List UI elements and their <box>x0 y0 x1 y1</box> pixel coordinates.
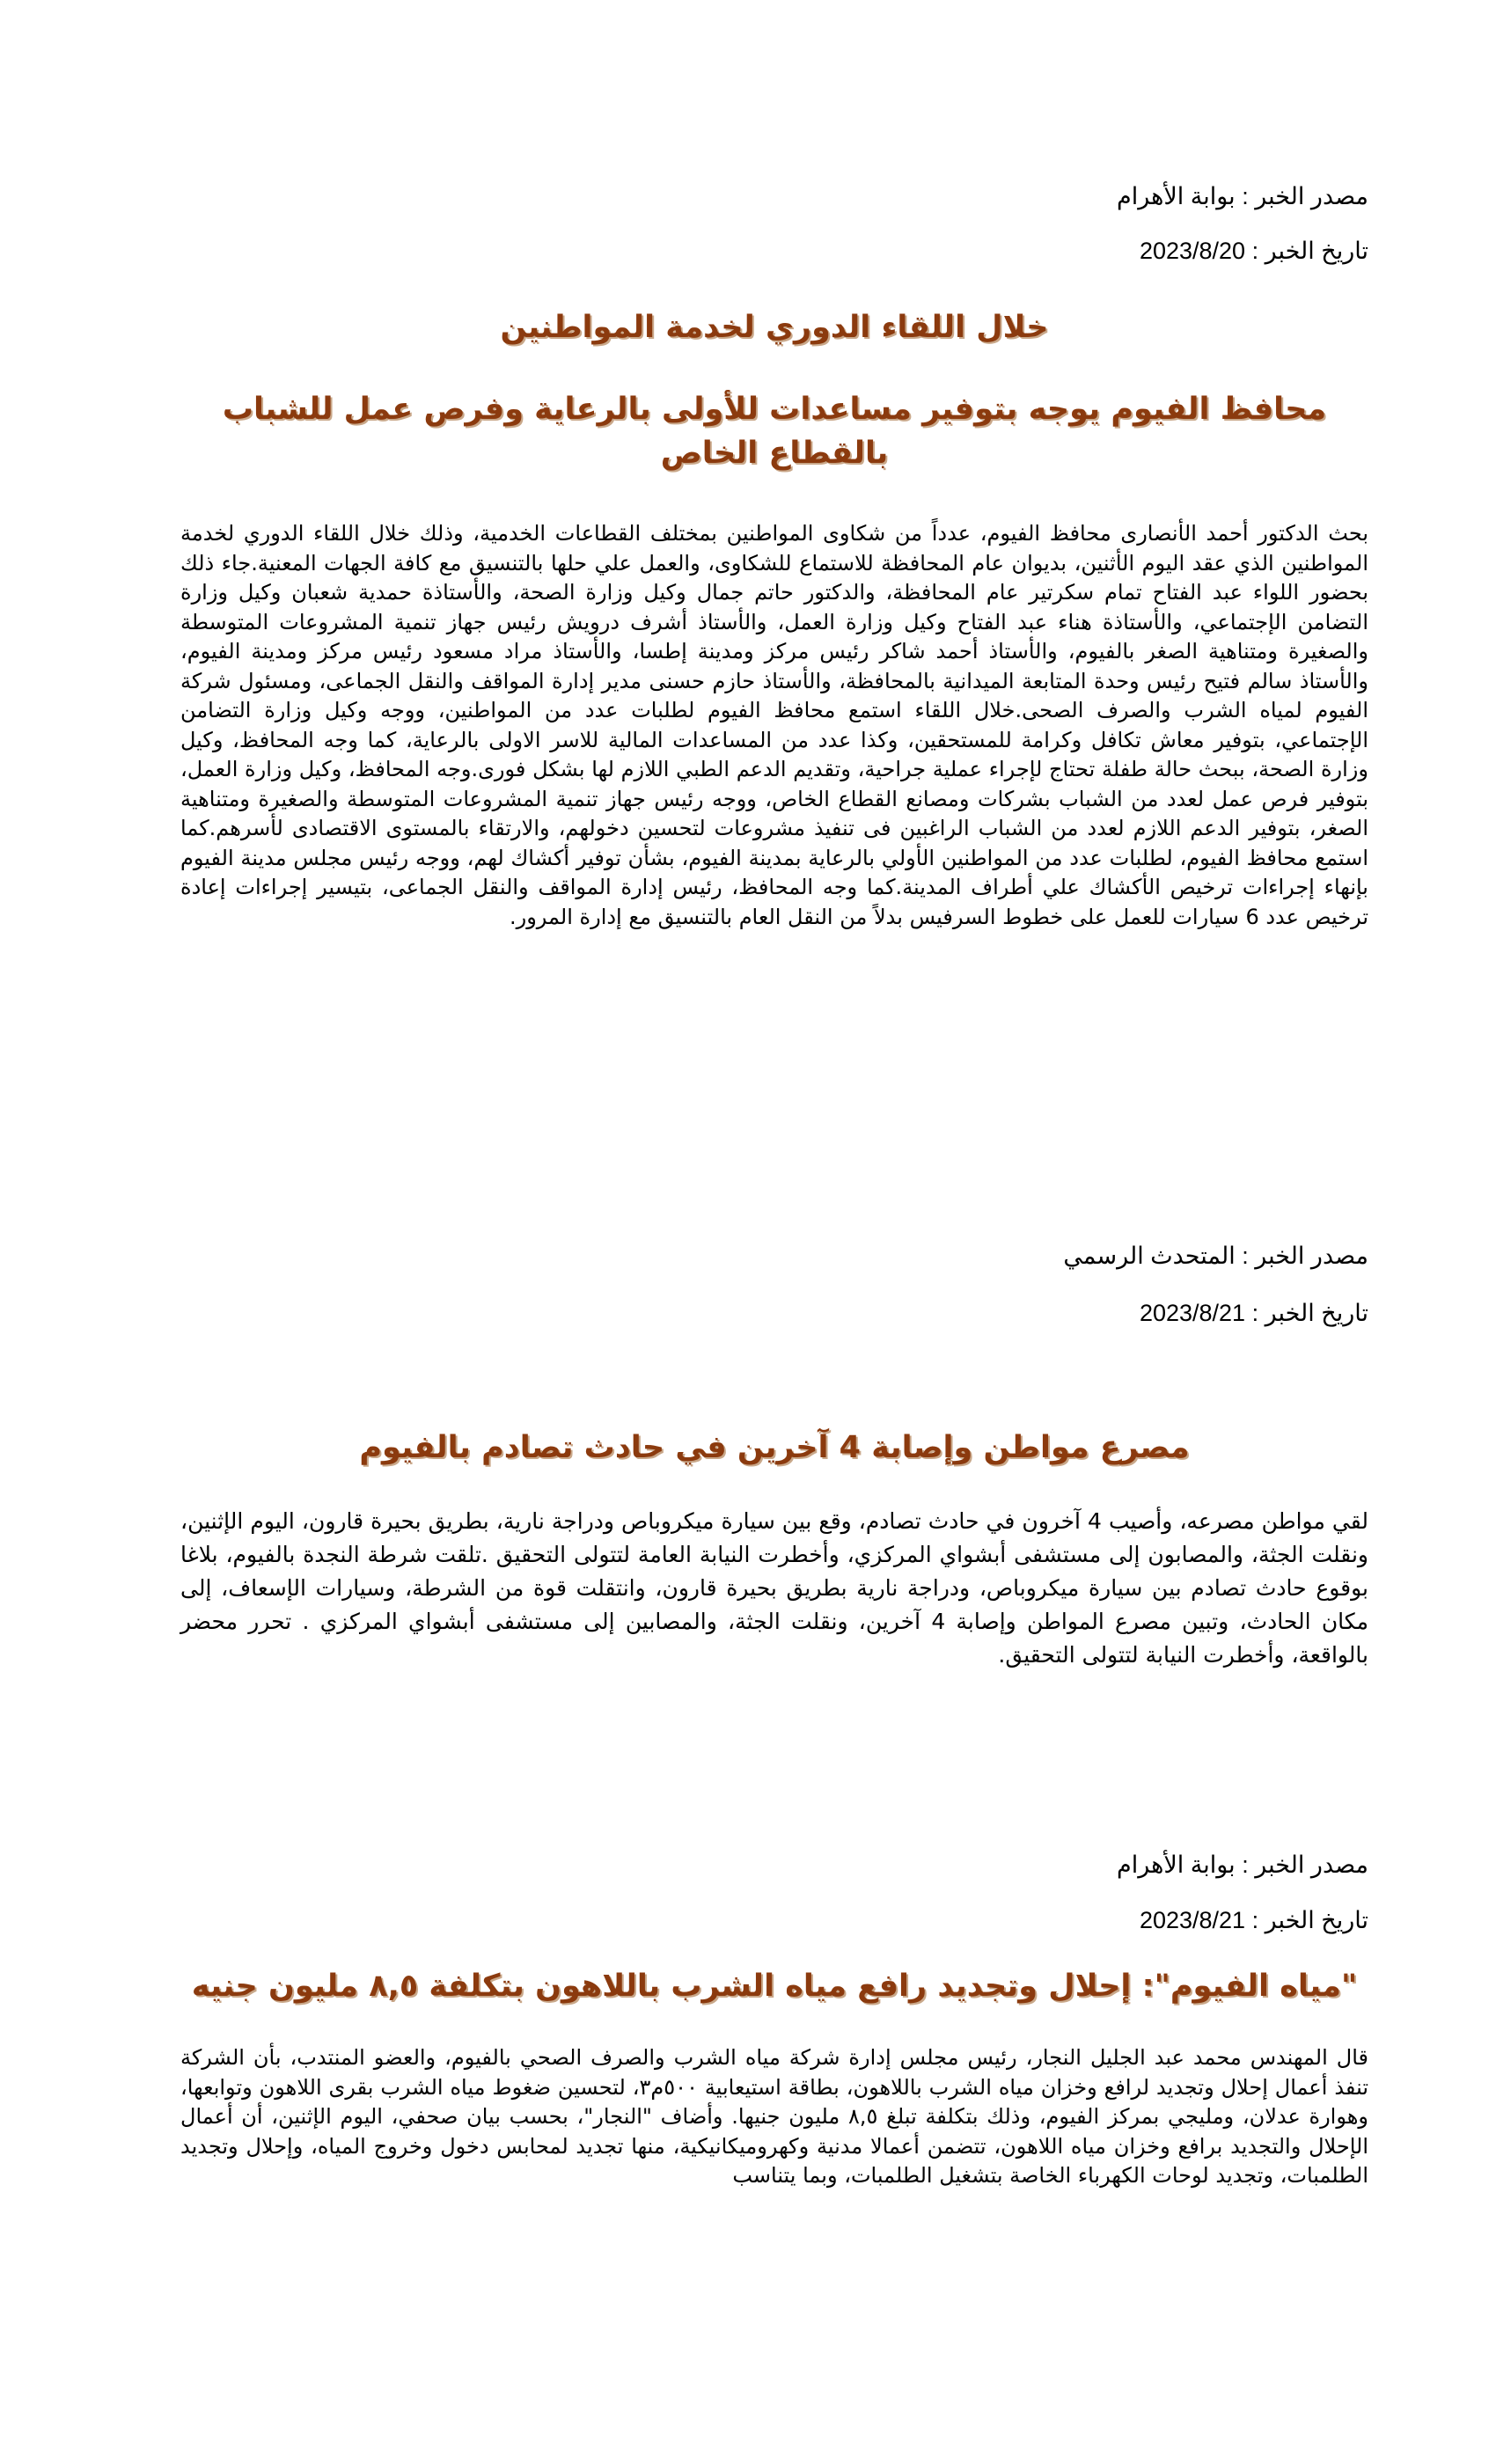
news-date-line: تاريخ الخبر : 2023/8/21 <box>1139 1300 1368 1326</box>
article-body: لقي مواطن مصرعه، وأصيب 4 آخرون في حادث تصادم، وقع بين سيارة ميكروباص ودراجة نارية، بطريق بحيرة قارون، اليوم الإثنين، ونقلت الجثة، والمصابون إلى مستشفى أبشواي المركزي، وأخطرت النيابة العامة لتتولى التحقيق .تلقت شرطة النجدة بالفيوم، بلاغا بوقوع حادث تصادم بين سيارة ميكروباص، ودراجة نارية بطريق بحيرة قارون، وانتقلت قوة من الشرطة، وسيارات الإسعاف، إلى مكان الحادث، وتبين مصرع المواطن وإصابة 4 آخرين، ونقلت الجثة، والمصابين إلى مستشفى أبشواي المركزي . تحرر محضر بالواقعة، وأخطرت النيابة لتتولى التحقيق. <box>180 1508 1368 1668</box>
news-source-line: مصدر الخبر : بوابة الأهرام <box>1116 183 1368 209</box>
news-source-line: مصدر الخبر : بوابة الأهرام <box>1116 1852 1368 1878</box>
news-date-line: تاريخ الخبر : 2023/8/20 <box>1139 238 1368 264</box>
news-source-line: مصدر الخبر : المتحدث الرسمي <box>1063 1243 1368 1269</box>
article-subheadline: خلال اللقاء الدوري لخدمة المواطنين <box>500 310 1049 345</box>
news-date-line: تاريخ الخبر : 2023/8/21 <box>1139 1907 1368 1933</box>
article-headline: محافظ الفيوم يوجه بتوفير مساعدات للأولى بالرعاية وفرص عمل للشباب بالقطاع الخاص <box>222 392 1327 471</box>
article-body: قال المهندس محمد عبد الجليل النجار، رئيس مجلس إدارة شركة مياه الشرب والصرف الصحي بالفيوم، والعضو المنتدب، بأن الشركة تنفذ أعمال إحلال وتجديد لرافع وخزان مياه الشرب باللاهون، بطاقة استيعابية ٥٠٠م٣، لتحسين ضغوط مياه الشرب بقرى اللاهون وتوابعها، وهوارة عدلان، ومليجي بمركز الفيوم، وذلك بتكلفة تبلغ ٨,٥ مليون جنيها. وأضاف "النجار"، بحسب بيان صحفي، اليوم الإثنين، أن أعمال الإحلال والتجديد برافع وخزان مياه اللاهون، تتضمن أعمالا مدنية وكهروميكانيكية، منها تجديد لمحابس دخول وخروج المياه، وإحلال وتجديد الطلمبات، وتجديد لوحات الكهرباء الخاصة بتشغيل الطلمبات، وبما يتناسب <box>180 2045 1368 2188</box>
article-headline: مصرع مواطن وإصابة 4 آخرين في حادث تصادم بالفيوم <box>359 1430 1190 1465</box>
article-body: بحث الدكتور أحمد الأنصارى محافظ الفيوم، عدداً من شكاوى المواطنين بمختلف القطاعات الخدمية، وذلك خلال اللقاء الدوري لخدمة المواطنين الذي عقد اليوم الأثنين، بديوان عام المحافظة للاستماع للشكاوى، والعمل علي حلها بالتنسيق مع كافة الجهات المعنية.جاء ذلك بحضور اللواء عبد الفتاح تمام سكرتير عام المحافظة، والدكتور حاتم جمال وكيل وزارة الصحة، والأستاذة حمدية شعبان وكيل وزارة التضامن الإجتماعي، والأستاذة هناء عبد الفتاح وكيل وزارة العمل، والأستاذ أشرف درويش رئيس جهاز تنمية المشروعات المتوسطة والصغيرة ومتناهية الصغر بالفيوم، والأستاذ أحمد شاكر رئيس مركز ومدينة إطسا، والأستاذ مراد مسعود رئيس مركز ومدينة الفيوم، والأستاذ سالم فتيح رئيس وحدة المتابعة الميدانية بالمحافظة، والأستاذ حازم حسنى مدير إدارة المواقف والنقل الجماعى، ومسئول شركة الفيوم لمياه الشرب والصرف الصحى.خلال اللقاء استمع محافظ الفيوم لطلبات عدد من المواطنين، ووجه وكيل وزارة التضامن الإجتماعي، بتوفير معاش تكافل وكرامة للمستحقين، وكذا عدد من المساعدات المالية للاسر الاولى بالرعاية، كما وجه المحافظ، وكيل وزارة الصحة، ببحث حالة طفلة تحتاج لإجراء عملية جراحية، وتقديم الدعم الطبي اللازم لها بشكل فورى.وجه المحافظ، وكيل وزارة العمل، بتوفير فرص عمل لعدد من الشباب بشركات ومصانع القطاع الخاص، ووجه رئيس جهاز تنمية المشروعات المتوسطة والصغيرة ومتناهية الصغر، بتوفير الدعم اللازم لعدد من الشباب الراغبين فى تنفيذ مشروعات لتحسين دخولهم، والارتقاء بالمستوى الاقتصادى لأسرهم.كما استمع محافظ الفيوم، لطلبات عدد من المواطنين الأولي بالرعاية بمدينة الفيوم، بشأن توفير أكشاك لهم، ووجه رئيس مجلس مدينة الفيوم بإنهاء إجراءات ترخيص الأكشاك علي أطراف المدينة.كما وجه المحافظ، رئيس إدارة المواقف والنقل الجماعى، بتيسير إجراءات إعادة ترخيص عدد 6 سيارات للعمل على خطوط السرفيس بدلاً من النقل العام بالتنسيق مع إدارة المرور. <box>180 521 1368 929</box>
article-headline: "مياه الفيوم": إحلال وتجديد رافع مياه الشرب باللاهون بتكلفة ٨,٥ مليون جنيه <box>191 1969 1358 2004</box>
